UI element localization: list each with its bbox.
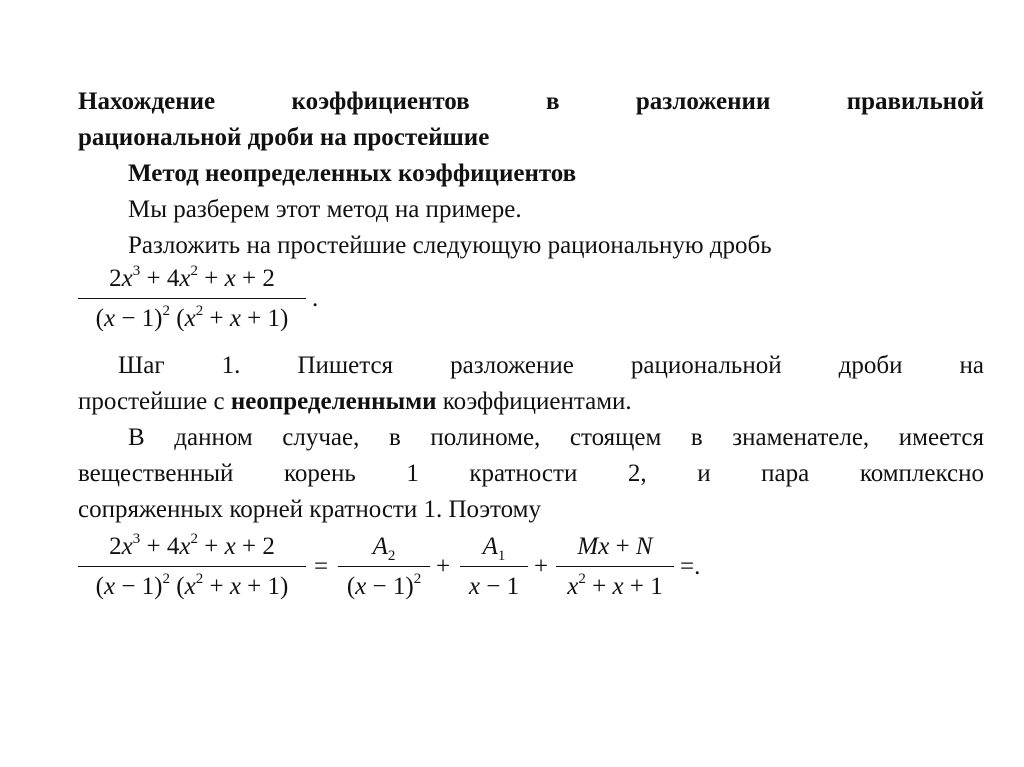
fraction-bar bbox=[556, 566, 674, 567]
formula-1-numerator: $2x^3 + 4x^2 + x + 2$ bbox=[109, 263, 275, 292]
formula-1-period: . bbox=[312, 285, 319, 312]
fraction-bar bbox=[78, 566, 306, 567]
term-mx-n-numerator: Mx + N bbox=[577, 533, 653, 560]
roots-line-1: В данном случае, в полиноме, стоящем в знаменателе, имеется bbox=[128, 424, 984, 451]
step-1-line-1: Шаг 1. Пишется разложение рациональной дроби на bbox=[118, 352, 984, 379]
formula-2-lhs bbox=[78, 530, 306, 610]
intro-text: Мы разберем этот метод на примере. bbox=[128, 196, 522, 223]
formula-1 bbox=[78, 262, 338, 342]
term-mx-n-denominator: $x^2 + x + 1$ bbox=[567, 571, 663, 600]
step-1-line-2: простейшие с неопределенными коэффициентами. bbox=[78, 388, 632, 415]
fraction-bar bbox=[460, 566, 528, 567]
method-heading: Метод неопределенных коэффициентов bbox=[128, 160, 577, 187]
term-a1-numerator: $A_1$ bbox=[482, 533, 506, 564]
roots-paragraph bbox=[78, 420, 984, 528]
plus-sign: + bbox=[534, 553, 549, 580]
term-mx-n bbox=[556, 530, 674, 610]
fraction-bar bbox=[338, 566, 430, 567]
formula-2-ending: =. bbox=[680, 553, 701, 580]
formula-2-lhs-numerator: $2x^3 + 4x^2 + x + 2$ bbox=[109, 531, 275, 560]
formula-2-lhs-denominator: $(x - 1)^2$ $(x^2 + x + 1)$ bbox=[95, 571, 289, 600]
task-text: Разложить на простейшие следующую рациональную дробь bbox=[128, 232, 772, 259]
term-a2 bbox=[338, 530, 430, 610]
term-a1 bbox=[460, 530, 528, 610]
formula-1-fraction bbox=[78, 262, 306, 342]
roots-line-3: сопряженных корней кратности 1. Поэтому bbox=[78, 496, 542, 523]
formula-1-denominator: $(x - 1)^2$ $(x^2 + x + 1)$ bbox=[95, 303, 289, 332]
term-a1-denominator: x − 1 bbox=[468, 573, 520, 600]
roots-line-2: вещественный корень 1 кратности 2, и пара комплексно bbox=[78, 460, 984, 487]
term-a2-denominator: $(x - 1)^2$ bbox=[346, 571, 422, 600]
term-a2-numerator: $A_2$ bbox=[372, 533, 396, 564]
equals-sign: = bbox=[314, 553, 329, 580]
title-line-2: рациональной дроби на простейшие bbox=[78, 124, 490, 151]
fraction-bar bbox=[78, 298, 306, 299]
step-1-paragraph bbox=[78, 348, 984, 420]
formula-2 bbox=[78, 530, 718, 610]
title-line-1: Нахождение коэффициентов в разложении правильной bbox=[78, 88, 984, 115]
slide-title bbox=[78, 84, 984, 156]
plus-sign: + bbox=[436, 553, 451, 580]
